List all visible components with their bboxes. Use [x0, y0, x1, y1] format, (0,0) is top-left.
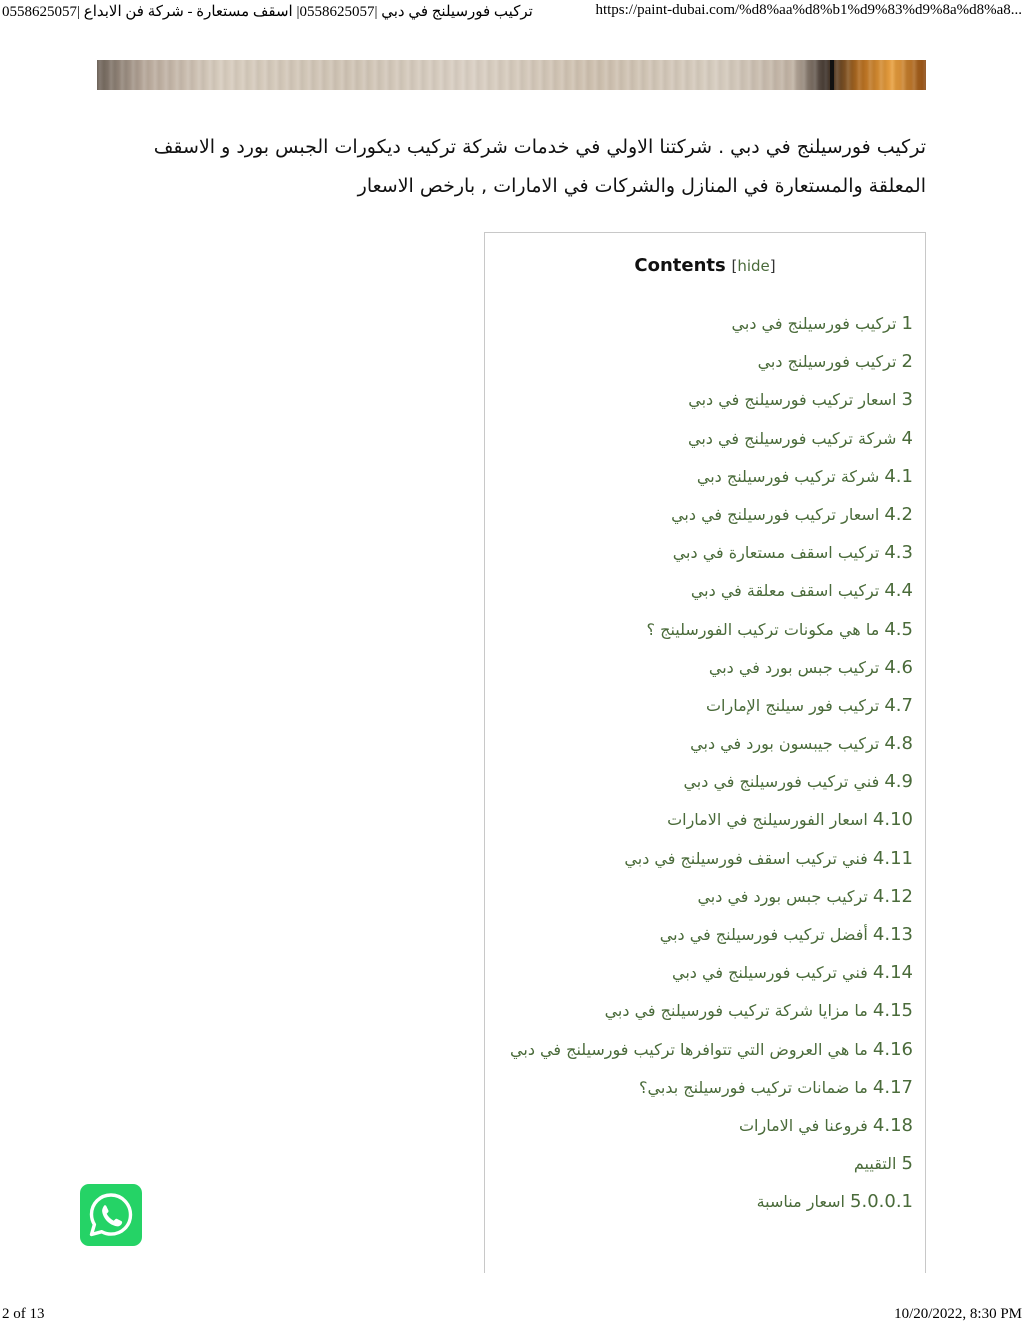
toc-link[interactable] — [639, 1078, 913, 1097]
toc-item-number: 4.7 — [884, 694, 913, 716]
toc-link[interactable] — [697, 887, 913, 906]
toc-item[interactable] — [495, 1107, 913, 1145]
toc-item-label: أفضل تركيب فورسيلنج في دبي — [659, 925, 868, 944]
toc-item-number: 4.15 — [872, 1000, 913, 1022]
toc-item-label: فني تركيب فورسيلنج في دبي — [683, 772, 880, 792]
intro-paragraph: تركيب فورسيلنج في دبي . شركتنا الاولي في خدمات شركة تركيب ديكورات الجبس بورد و الاسقف المعلقة والمستعارة في المنازل والشركات في الامارات , بارخص الاسعار — [153, 136, 926, 197]
print-header — [0, 0, 1024, 24]
toc-item-number: 4.18 — [872, 1114, 913, 1136]
toc-item[interactable] — [495, 878, 913, 916]
toc-item-label: ما هي العروض التي تتوافرها تركيب فورسيلنج في دبي — [510, 1039, 868, 1059]
toc-item-number: 4.9 — [884, 771, 913, 793]
toc-item-label: فروعنا في الامارات — [738, 1115, 868, 1135]
toc-title: Contents — [634, 255, 726, 276]
toc-link[interactable] — [605, 1001, 913, 1020]
toc-item-label: تركيب فورسيلنج دبي — [757, 352, 897, 372]
toc-item-label: شركة تركيب فورسيلنج دبي — [696, 466, 880, 486]
toc-item[interactable] — [495, 649, 913, 687]
toc-item-number: 4.14 — [872, 962, 913, 984]
toc-item-number: 4.2 — [884, 503, 913, 525]
toc-item-number: 4.8 — [884, 733, 913, 755]
toc-item[interactable] — [495, 611, 913, 649]
toc-item-label: تركيب جبس بورد في دبي — [708, 657, 880, 677]
toc-item-number: 4 — [901, 427, 913, 449]
toc-item[interactable] — [495, 1031, 913, 1069]
toc-item-label: اسعار مناسبة — [756, 1192, 845, 1212]
hero-image-strip — [97, 60, 926, 90]
toc-link[interactable] — [706, 696, 913, 715]
toc-item[interactable] — [495, 916, 913, 954]
whatsapp-button[interactable] — [80, 1184, 142, 1246]
toc-link[interactable] — [672, 963, 913, 982]
toc-item-label: ما هي مكونات تركيب الفورسلينج ؟ — [646, 619, 880, 639]
toc-item[interactable] — [495, 305, 913, 343]
toc-item[interactable] — [495, 763, 913, 801]
toc-link[interactable] — [757, 1192, 913, 1211]
toc-item[interactable] — [495, 801, 913, 839]
toc-list — [495, 305, 913, 1222]
toc-item[interactable] — [495, 1069, 913, 1107]
toc-link[interactable] — [688, 429, 913, 448]
toc-item-number: 4.12 — [872, 885, 913, 907]
toc-link[interactable] — [739, 1116, 913, 1135]
print-datetime: 10/20/2022, 8:30 PM — [894, 1306, 1022, 1322]
toc-item-label: شركة تركيب فورسيلنج في دبي — [688, 428, 897, 448]
toc-link[interactable] — [683, 772, 913, 791]
toc-item-label: تركيب جيبسون بورد في دبي — [690, 734, 880, 754]
toc-link[interactable] — [667, 810, 913, 829]
toc-item-number: 4.4 — [884, 580, 913, 602]
toc-item-number: 3 — [901, 389, 913, 411]
toc-header — [485, 255, 925, 276]
toc-item[interactable] — [495, 381, 913, 419]
toc-item-label: اسعار الفورسيلنج في الامارات — [667, 810, 868, 830]
whatsapp-icon — [87, 1191, 135, 1239]
toc-item-label: تركيب اسقف مستعارة في دبي — [672, 543, 880, 563]
toc-item-label: ما ضمانات تركيب فورسيلنج بدبي؟ — [639, 1077, 868, 1097]
toc-item-label: تركيب فورسيلنج في دبي — [731, 314, 897, 333]
toc-item-number: 4.13 — [872, 924, 913, 945]
toc-item[interactable] — [495, 1145, 913, 1183]
toc-link[interactable] — [758, 352, 913, 371]
toc-item-label: اسعار تركيب فورسيلنج في دبي — [688, 390, 897, 410]
toc-hide-toggle[interactable]: hide — [737, 257, 770, 275]
toc-item[interactable] — [495, 458, 913, 496]
toc-item[interactable] — [495, 840, 913, 878]
toc-item-number: 4.10 — [872, 809, 913, 831]
toc-item-label: اسعار تركيب فورسيلنج في دبي — [671, 504, 880, 524]
toc-item-number: 4.11 — [872, 847, 913, 869]
toc-link[interactable] — [624, 849, 913, 868]
toc-item-number: 4.17 — [872, 1076, 913, 1098]
toc-link[interactable] — [691, 581, 913, 600]
toc-link[interactable] — [673, 543, 913, 562]
toc-link[interactable] — [854, 1154, 913, 1173]
toc-link[interactable] — [709, 658, 913, 677]
toc-item-label: تركيب جبس بورد في دبي — [697, 886, 868, 906]
toc-link[interactable] — [732, 314, 913, 333]
toc-link[interactable] — [671, 505, 913, 524]
toc-link[interactable] — [647, 620, 913, 639]
toc-item-number: 4.1 — [884, 465, 913, 487]
toc-item[interactable] — [495, 1183, 913, 1221]
toc-link[interactable] — [688, 390, 913, 409]
toc-item-number: 5 — [901, 1153, 913, 1175]
toc-item[interactable] — [495, 534, 913, 572]
toc-item[interactable] — [495, 420, 913, 458]
toc-item-label: فني تركيب اسقف فورسيلنج في دبي — [624, 848, 868, 868]
toc-link[interactable] — [660, 925, 913, 944]
page-url: https://paint-dubai.com/%d8%aa%d8%b1%d9%83%d9%8a%d8%a8... — [595, 2, 1022, 18]
toc-item-label: تركيب اسقف معلقة في دبي — [690, 581, 880, 601]
toc-item[interactable] — [495, 954, 913, 992]
toc-item-number: 4.5 — [884, 618, 913, 640]
toc-item[interactable] — [495, 687, 913, 725]
toc-item-label: فني تركيب فورسيلنج في دبي — [672, 963, 868, 983]
toc-item-number: 4.6 — [884, 656, 913, 678]
toc-item-number: 5.0.0.1 — [850, 1191, 913, 1213]
toc-item[interactable] — [495, 343, 913, 381]
toc-item[interactable] — [495, 572, 913, 610]
toc-item-label: التقييم — [853, 1154, 897, 1174]
toc-link[interactable] — [510, 1040, 913, 1059]
toc-item-label: ما مزايا شركة تركيب فورسيلنج في دبي — [604, 1001, 868, 1021]
toc-item[interactable] — [495, 992, 913, 1030]
toc-link[interactable] — [697, 467, 913, 486]
toc-link[interactable] — [690, 734, 913, 753]
toc-item-number: 4.16 — [872, 1038, 913, 1060]
toc-item[interactable] — [495, 725, 913, 763]
page-indicator: 2 of 13 — [2, 1306, 45, 1322]
toc-item-label: تركيب فور سيلنج الإمارات — [705, 695, 880, 715]
toc-bracket-close: ] — [769, 257, 776, 275]
toc-item-number: 2 — [901, 351, 913, 373]
toc-item[interactable] — [495, 496, 913, 534]
table-of-contents — [484, 232, 926, 1273]
print-footer — [0, 1304, 1024, 1324]
toc-item-number: 1 — [901, 313, 913, 334]
page-title: تركيب فورسيلنج في دبي |0558625057| اسقف مستعارة - شركة فن الابداع |0558625057 — [2, 4, 533, 20]
toc-item-number: 4.3 — [884, 542, 913, 564]
toc-bracket-open: [ — [731, 257, 738, 275]
